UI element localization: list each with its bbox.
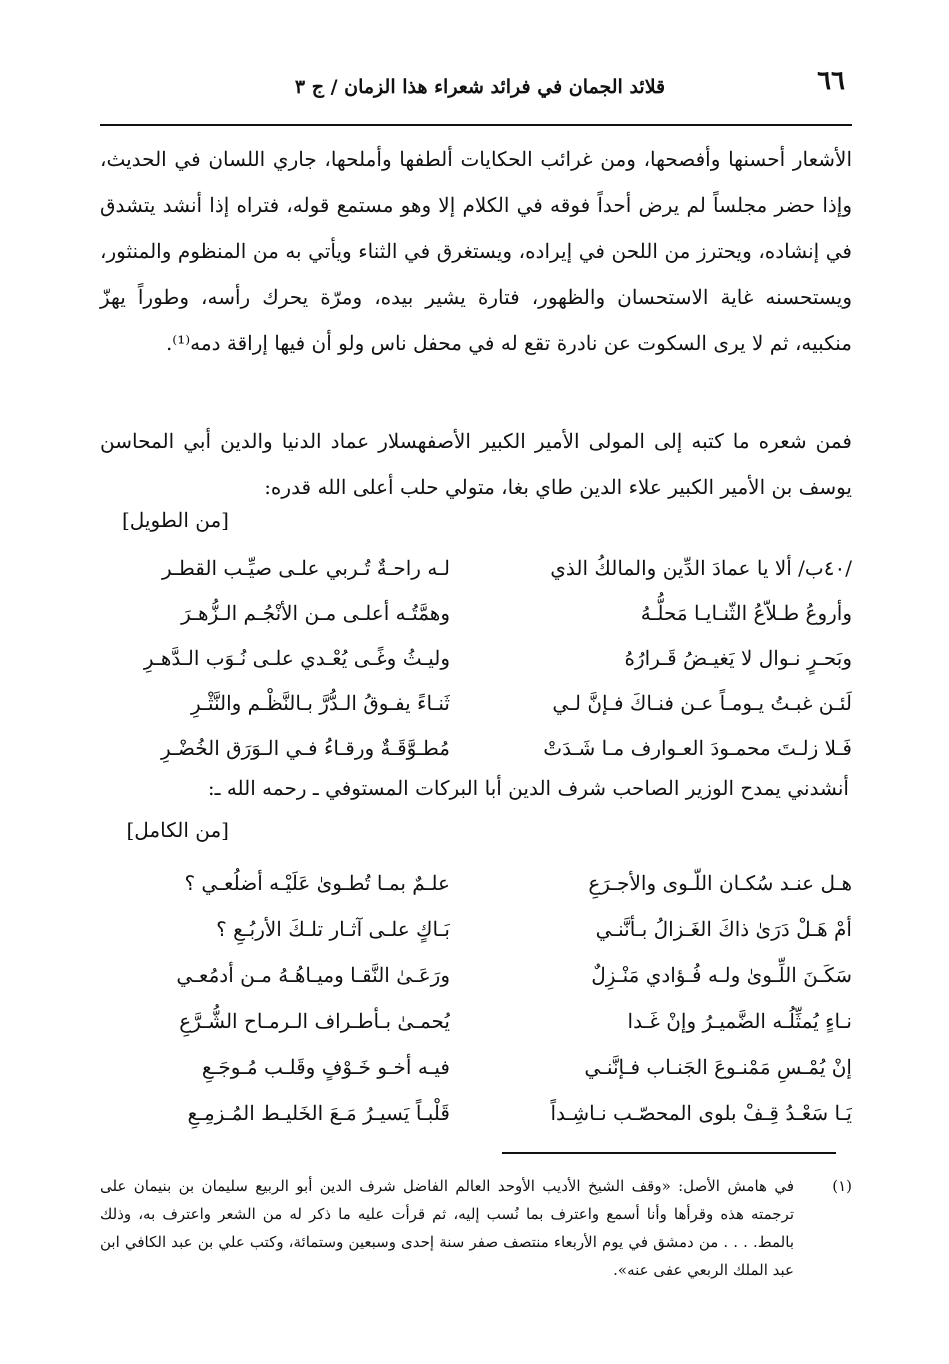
header-rule <box>100 124 852 126</box>
hemistich-second: ورَعَـىٰ النَّقـا وميـاهُـهُ مـن أدمُعـي <box>176 963 450 987</box>
verse-line <box>100 591 852 636</box>
prose-paragraph: الأشعار أحسنها وأفصحها، ومن غرائب الحكايات ألطفها وأملحها، جاري اللسان في الحديث، وإذا حضر مجلساً لم يرض أحداً فوقه في الكلام إلا وهو مستمع قوله، فتراه إذا أنشد يتشدق في إنشاده، ويحترز من اللحن في إيراده، ويستغرق في الثناء ويأتي به من المنظوم والمنثور، ويستحسنه غاية الاستحسان والظهور، فتارة يشير بيده، ومرّة يحرك رأسه، وطوراً يهزّ منكبيه، ثم لا يرى السكوت عن نادرة تقع له في محفل ناس ولو أن فيها إراقة دمه⁽¹⁾. <box>100 147 852 355</box>
hemistich-first: فَـلا زلـتَ محمـودَ العـوارف مـا شَـدَتْ <box>543 736 852 760</box>
hemistich-first: لَئـن غبـتُ يـومـاً عـن فنـاكَ فـإنَّ لـي <box>552 691 852 715</box>
meter-label: [من الكامل] <box>126 818 229 842</box>
verse-line <box>100 546 852 591</box>
verse-line <box>100 906 852 952</box>
footnote-marker: (١) <box>832 1177 852 1195</box>
poem <box>100 860 852 1136</box>
verse-line <box>100 681 852 726</box>
hemistich-second: علـمٌ بمـا تُطـوىٰ عَلَيْـه أضلُعـي ؟ <box>184 871 450 895</box>
footnote-text: في هامش الأصل: «وقف الشيخ الأديب الأوحد العالم الفاضل شرف الدين أبو الربيع سليمان بن بنيمان على ترجمته هذه وقرأها وأنا أسمع واعترف بما نُسب إليه، ثم قرأت عليه ما ذكر له من الشعر واعترف به، وذلك بالمط. . . . من دمشق في يوم الأربعاء منتصف صفر سنة إحدى وسبعين وستمائة، وكتب علي بن عبد الكافي ابن عبد الملك الربعي عفى عنه». <box>100 1177 794 1279</box>
hemistich-second: لـه راحـةٌ تُـربي علـى صيِّـب القطـر <box>162 556 450 580</box>
hemistich-first: وبَحـرٍ نـوال لا يَغيـضُ قَـرارُهُ <box>624 646 852 670</box>
hemistich-second: وليـثُ وغًـى يُعْـدي علـى نُـوَب الـدَّهـرِ <box>143 646 450 670</box>
hemistich-second: فيـه أخـو خَـوْفٍ وقَلـب مُـوجَـعِ <box>201 1055 450 1079</box>
poem-intro: أنشدني يمدح الوزير الصاحب شرف الدين أبا البركات المستوفي ـ رحمه الله ـ: <box>207 776 849 800</box>
page-number: ٦٦ <box>817 66 845 96</box>
hemistich-first: أمْ هَـلْ دَرَىٰ ذاكَ الغَـزالُ بـأنَّنـي <box>595 917 852 941</box>
hemistich-first: هـل عنـد سُكـان اللّـوى والأجـرَعِ <box>588 871 852 895</box>
hemistich-second: يُحمـىٰ بـأطـراف الـرمـاح الشُّـرَّعِ <box>179 1009 450 1033</box>
footnote <box>100 1172 852 1284</box>
verse-line <box>100 636 852 681</box>
prose-paragraph: فمن شعره ما كتبه إلى المولى الأمير الكبير الأصفهسلار عماد الدنيا والدين أبي المحاسن يوسف بن الأمير الكبير علاء الدين طاي بغا، متولي حلب أعلى الله قدره: <box>100 429 852 499</box>
hemistich-first: سَكَـنَ اللِّـوىٰ ولـه فُـؤادي مَنْـزِلٌ <box>591 963 852 987</box>
poem <box>100 546 852 771</box>
verse-line <box>100 860 852 906</box>
hemistich-second: قَلْبـاً يَسيـرُ مَـعَ الخَليـط المُـزمِـعِ <box>187 1101 450 1125</box>
hemistich-first: إنْ يُمْـسِ مَمْنـوعَ الجَنـاب فـإنَّنـي <box>584 1055 852 1079</box>
hemistich-second: وهمَّتُـه أعلـى مـن الأنْجُـم الـزُّهـرَ <box>181 601 450 625</box>
running-title: قلائد الجمان في فرائد شعراء هذا الزمان / ج ٣ <box>294 76 666 98</box>
hemistich-second: مُطـوَّقَـةٌ ورقـاءُ فـي الـوَرَق الخُضْـرِ <box>160 736 450 760</box>
hemistich-first: وأروعُ طـلاّعُ الثّنـايـا مَحلُّـهُ <box>640 601 852 625</box>
hemistich-second: بَـاكٍ علـى آثـار تلـكَ الأربُـعِ ؟ <box>216 917 450 941</box>
verse-line <box>100 998 852 1044</box>
verse-line <box>100 952 852 998</box>
hemistich-second: ثَنـاءً يفـوقُ الـدُّرَّ بـالنَّظْـم والنَّثْـرِ <box>191 691 450 715</box>
verse-line <box>100 1044 852 1090</box>
hemistich-first: نـاءٍ يُمثِّلُـه الضَّميـرُ وإنْ غَـدا <box>627 1009 852 1033</box>
verse-line <box>100 1090 852 1136</box>
verse-line <box>100 726 852 771</box>
footnote-rule <box>502 1152 836 1154</box>
meter-label: [من الطويل] <box>121 508 229 532</box>
hemistich-first: يَـا سَعْـدُ قِـفْ بلوى المحصّـب نـاشِـداً <box>550 1101 852 1125</box>
hemistich-first: /٤٠ب/ ألا يا عمادَ الدِّين والمالكُ الذي <box>550 556 852 580</box>
